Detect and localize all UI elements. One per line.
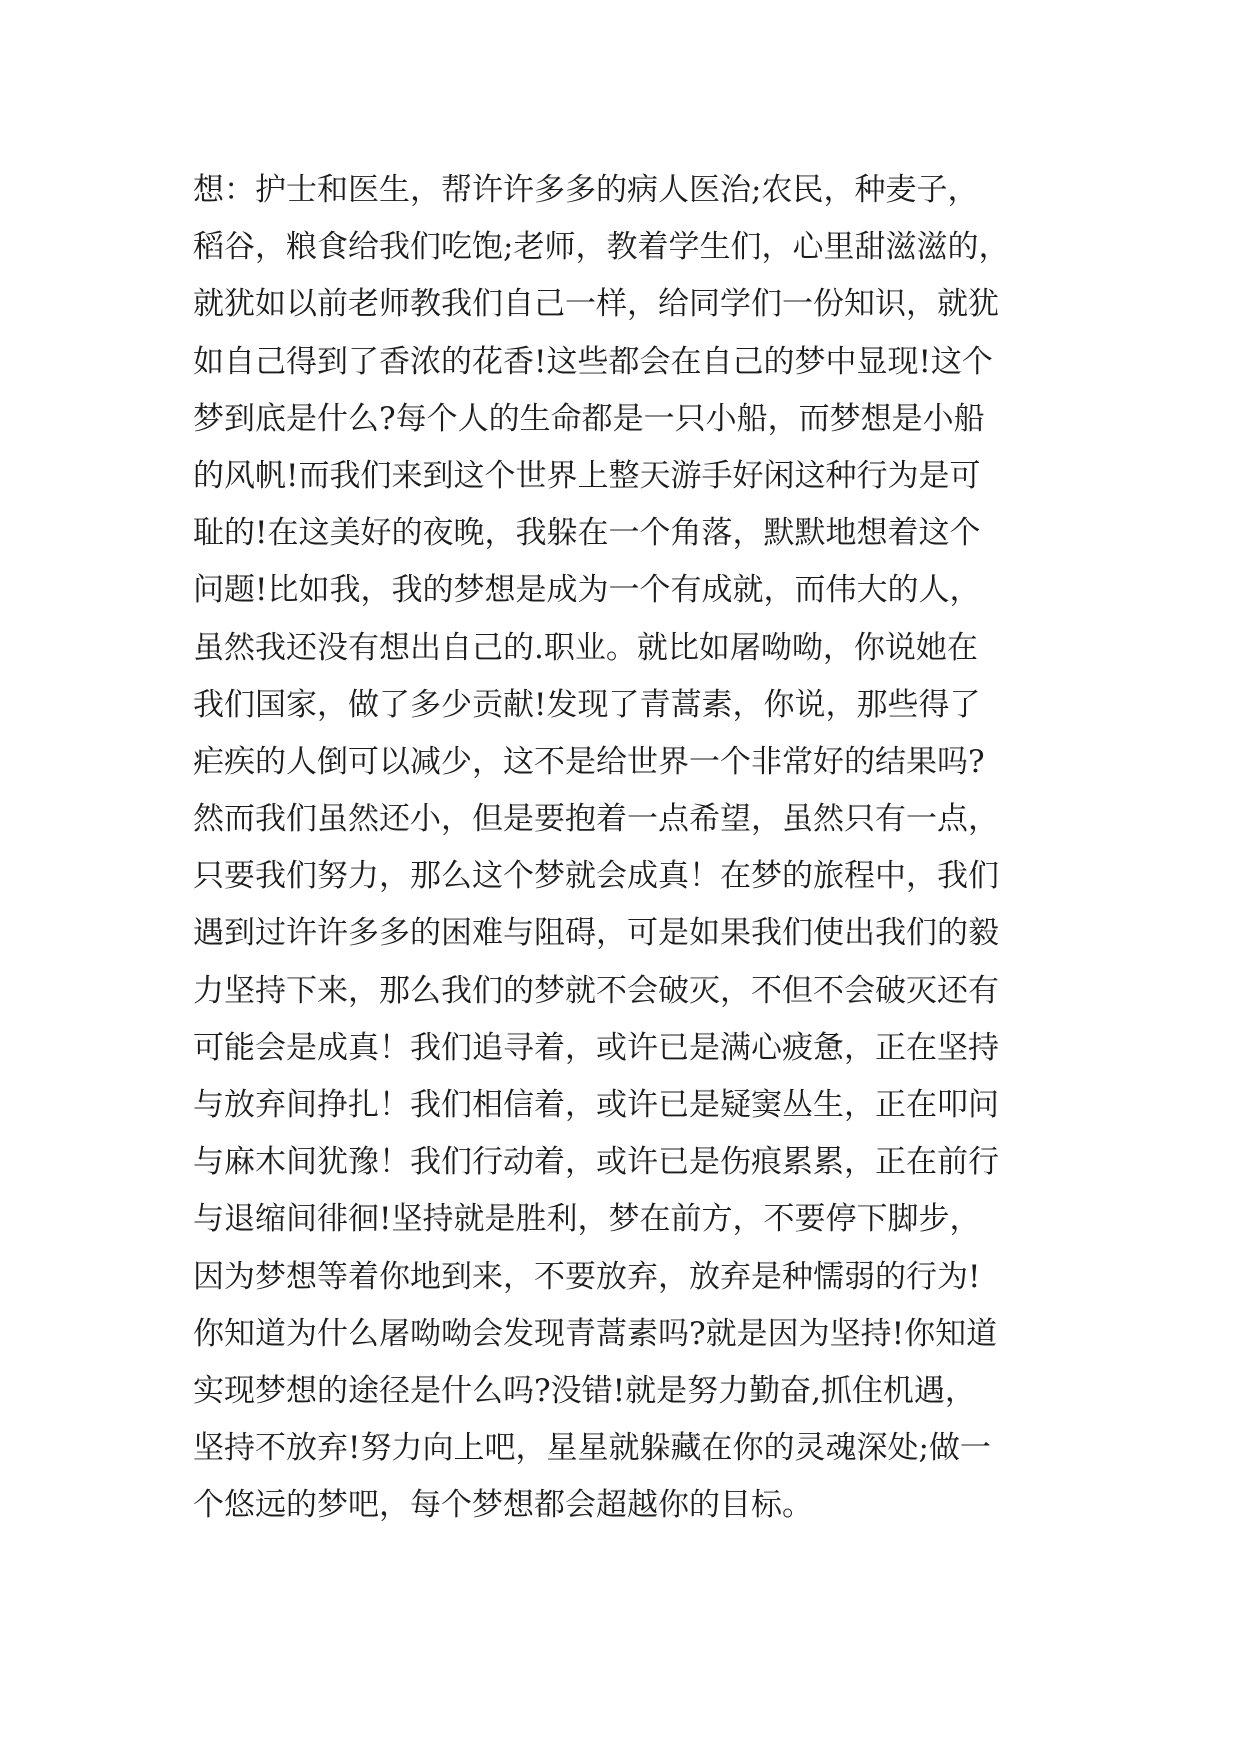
text-line: 实现梦想的途径是什么吗?没错!就是努力勤奋,抓住机遇，	[193, 1372, 976, 1409]
text-line: 耻的!在这美好的夜晚，我躲在一个角落，默默地想着这个	[193, 515, 981, 552]
essay-body	[193, 162, 1073, 1535]
text-line: 与麻木间犹豫！我们行动着，或许已是伤痕累累，正在前行	[193, 1144, 999, 1181]
text-line: 遇到过许许多多的困难与阻碍，可是如果我们使出我们的毅	[193, 915, 999, 952]
text-line: 我们国家，做了多少贡献!发现了青蒿素，你说，那些得了	[193, 686, 981, 723]
text-line: 想：护士和医生，帮许许多多的病人医治;农民，种麦子，	[193, 172, 979, 208]
text-line: 只要我们努力，那么这个梦就会成真！在梦的旅程中，我们	[193, 858, 999, 895]
text-line: 与放弃间挣扎！我们相信着，或许已是疑窦丛生，正在叩问	[193, 1087, 999, 1123]
text-line: 虽然我还没有想出自己的.职业。就比如屠呦呦，你说她在	[193, 629, 978, 666]
text-line: 因为梦想等着你地到来，不要放弃，放弃是种懦弱的行为!	[193, 1258, 981, 1295]
text-line: 问题!比如我，我的梦想是成为一个有成就，而伟大的人，	[193, 572, 981, 609]
text-line: 如自己得到了香浓的花香!这些都会在自己的梦中显现!这个	[193, 343, 993, 380]
text-line: 疟疾的人倒可以减少，这不是给世界一个非常好的结果吗?	[193, 743, 985, 780]
text-line: 梦到底是什么?每个人的生命都是一只小船，而梦想是小船	[193, 400, 985, 437]
text-line: 你知道为什么屠呦呦会发现青蒿素吗?就是因为坚持!你知道	[193, 1315, 998, 1352]
text-line: 与退缩间徘徊!坚持就是胜利，梦在前方，不要停下脚步，	[193, 1201, 981, 1238]
text-line: 然而我们虽然还小，但是要抱着一点希望，虽然只有一点，	[193, 801, 999, 838]
text-line: 就犹如以前老师教我们自己一样，给同学们一份知识，就犹	[193, 286, 999, 323]
text-line: 可能会是成真！我们追寻着，或许已是满心疲惫，正在坚持	[193, 1029, 999, 1066]
text-line: 坚持不放弃!努力向上吧，星星就躲藏在你的灵魂深处;做一	[193, 1430, 991, 1467]
text-line: 力坚持下来，那么我们的梦就不会破灭，不但不会破灭还有	[193, 972, 999, 1009]
text-line: 稻谷，粮食给我们吃饱;老师，教着学生们，心里甜滋滋的，	[193, 229, 1010, 266]
text-line: 的风帆!而我们来到这个世界上整天游手好闲这种行为是可	[193, 457, 981, 494]
text-line: 个悠远的梦吧，每个梦想都会超越你的目标。	[193, 1487, 813, 1524]
